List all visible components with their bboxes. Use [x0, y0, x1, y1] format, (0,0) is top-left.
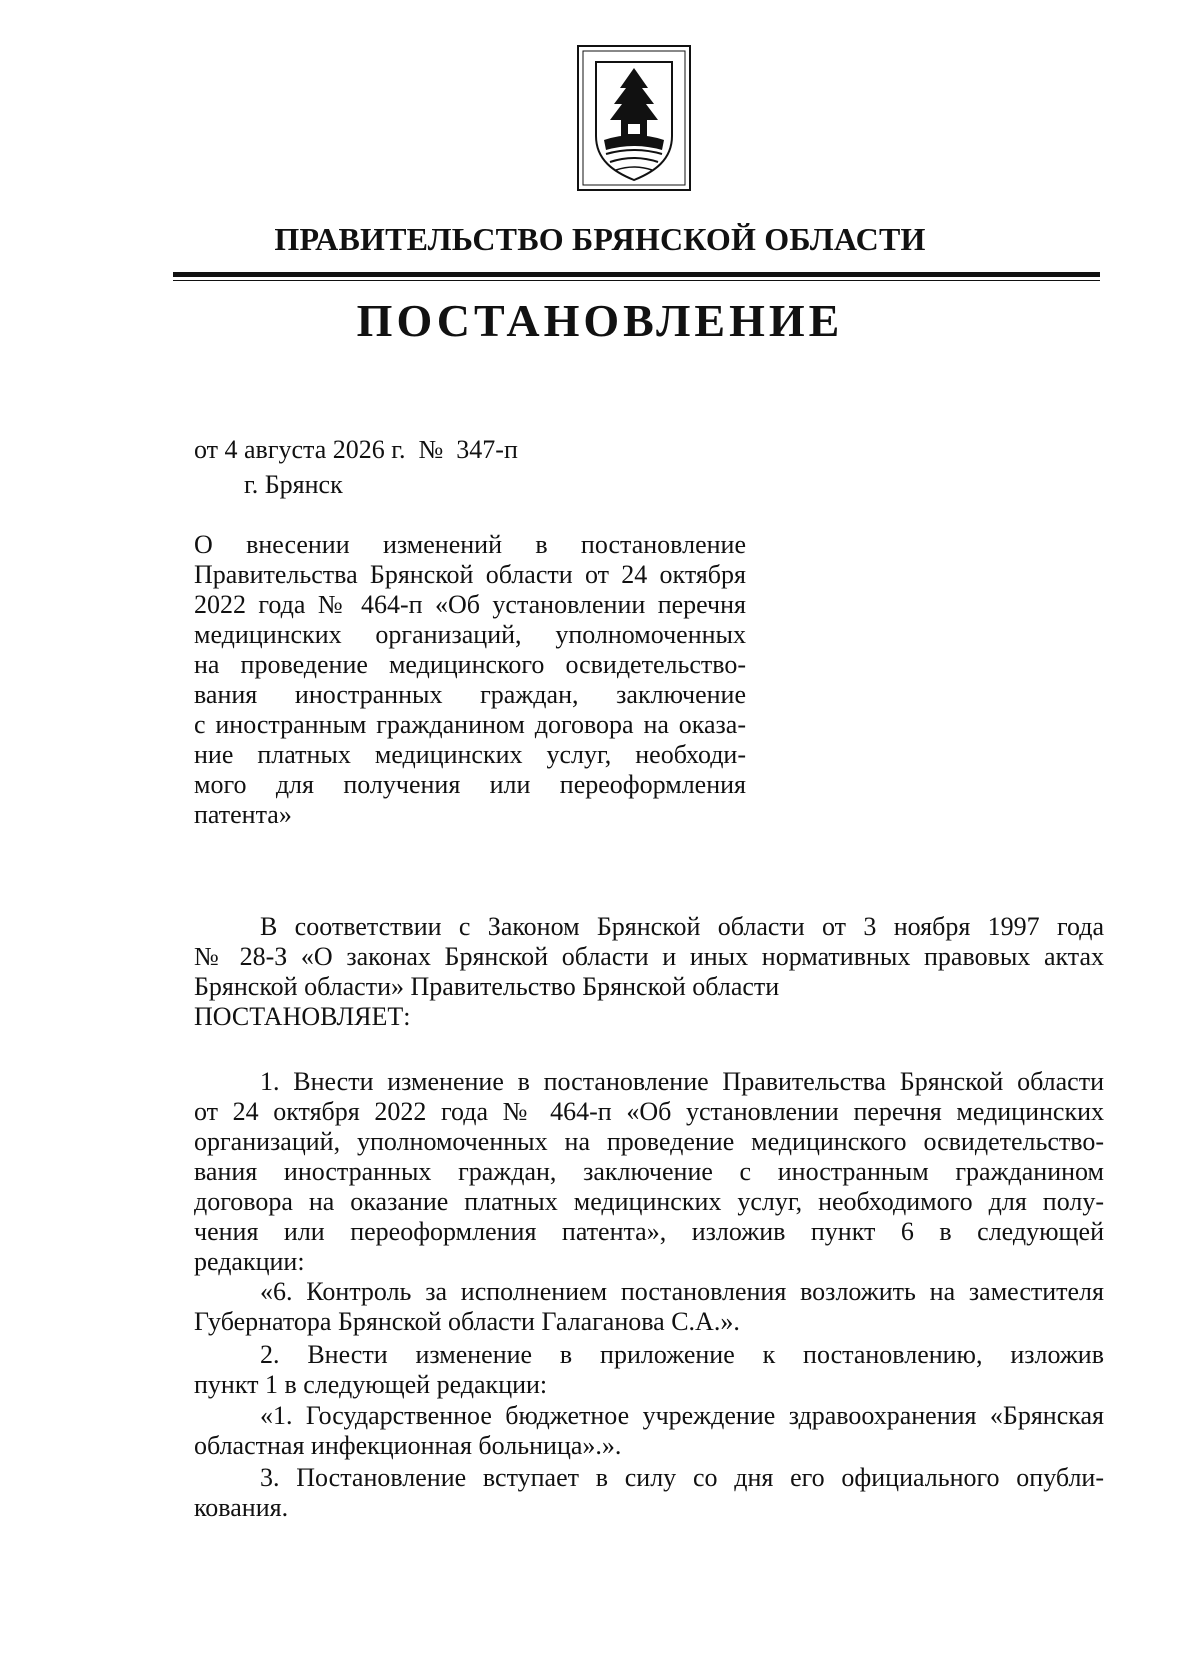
subject-line: вания иностранных граждан, заключение: [194, 680, 746, 709]
resolves-word: ПОСТАНОВЛЯЕТ:: [194, 1002, 411, 1031]
item-1-paragraph: [194, 1067, 1104, 1277]
header-thick-rule: [173, 272, 1100, 277]
item-1-line: 1. Внести изменение в постановление Правительства Брянской области: [260, 1067, 1104, 1096]
item-1-quote-line: Губернатора Брянской области Галаганова С.А.».: [194, 1307, 740, 1336]
item-2-quote: [194, 1401, 1104, 1461]
item-2-line: пункт 1 в следующей редакции:: [194, 1370, 548, 1399]
item-1-line: договора на оказание платных медицинских услуг, необходимого для полу-: [194, 1187, 1104, 1216]
preamble-line: № 28-З «О законах Брянской области и иных нормативных правовых актах: [194, 942, 1104, 971]
item-2-paragraph: [194, 1340, 1104, 1400]
preamble-paragraph: [194, 912, 1104, 1032]
item-1-line: чения или переоформления патента», изложив пункт 6 в следующей: [194, 1217, 1104, 1246]
subject-line: медицинских организаций, уполномоченных: [194, 620, 746, 649]
item-1-line: вания иностранных граждан, заключение с иностранным гражданином: [194, 1157, 1104, 1186]
subject-line: ние платных медицинских услуг, необходи-: [194, 740, 746, 769]
organization-name: ПРАВИТЕЛЬСТВО БРЯНСКОЙ ОБЛАСТИ: [274, 221, 926, 257]
document-subject: [194, 530, 746, 830]
subject-line: Правительства Брянской области от 24 октября: [194, 560, 746, 589]
subject-line: 2022 года № 464-п «Об установлении перечня: [194, 590, 746, 619]
item-1-quote-line: «6. Контроль за исполнением постановления возложить на заместителя: [260, 1277, 1104, 1306]
item-3-line: 3. Постановление вступает в силу со дня его официального опубли-: [260, 1463, 1104, 1492]
item-1-quote: [194, 1277, 1104, 1337]
preamble-line: В соответствии с Законом Брянской области от 3 ноября 1997 года: [260, 912, 1104, 941]
subject-line: мого для получения или переоформления: [194, 770, 746, 799]
item-3-line: кования.: [194, 1493, 289, 1522]
item-2-line: 2. Внести изменение в приложение к постановлению, изложив: [260, 1340, 1104, 1369]
subject-line: патента»: [194, 800, 292, 829]
subject-line: О внесении изменений в постановление: [194, 530, 746, 559]
item-1-line: от 24 октября 2022 года № 464-п «Об установлении перечня медицинских: [194, 1097, 1104, 1126]
subject-line: с иностранным гражданином договора на оказа-: [194, 710, 746, 739]
preamble-line: Брянской области» Правительство Брянской области: [194, 972, 780, 1001]
item-1-line: организаций, уполномоченных на проведение медицинского освидетельство-: [194, 1127, 1104, 1156]
date-and-number: от 4 августа 2026 г. № 347-п: [194, 435, 518, 464]
item-2-quote-line: «1. Государственное бюджетное учреждение здравоохранения «Брянская: [260, 1401, 1104, 1430]
document-type-title: ПОСТАНОВЛЕНИЕ: [356, 295, 844, 346]
header-thin-rule: [173, 280, 1100, 281]
city: г. Брянск: [244, 470, 343, 499]
subject-line: на проведение медицинского освидетельство-: [194, 650, 746, 679]
item-3-paragraph: [194, 1463, 1104, 1523]
item-2-quote-line: областная инфекционная больница».».: [194, 1431, 622, 1460]
item-1-line: редакции:: [194, 1247, 305, 1276]
coat-of-arms-emblem: [576, 44, 692, 192]
